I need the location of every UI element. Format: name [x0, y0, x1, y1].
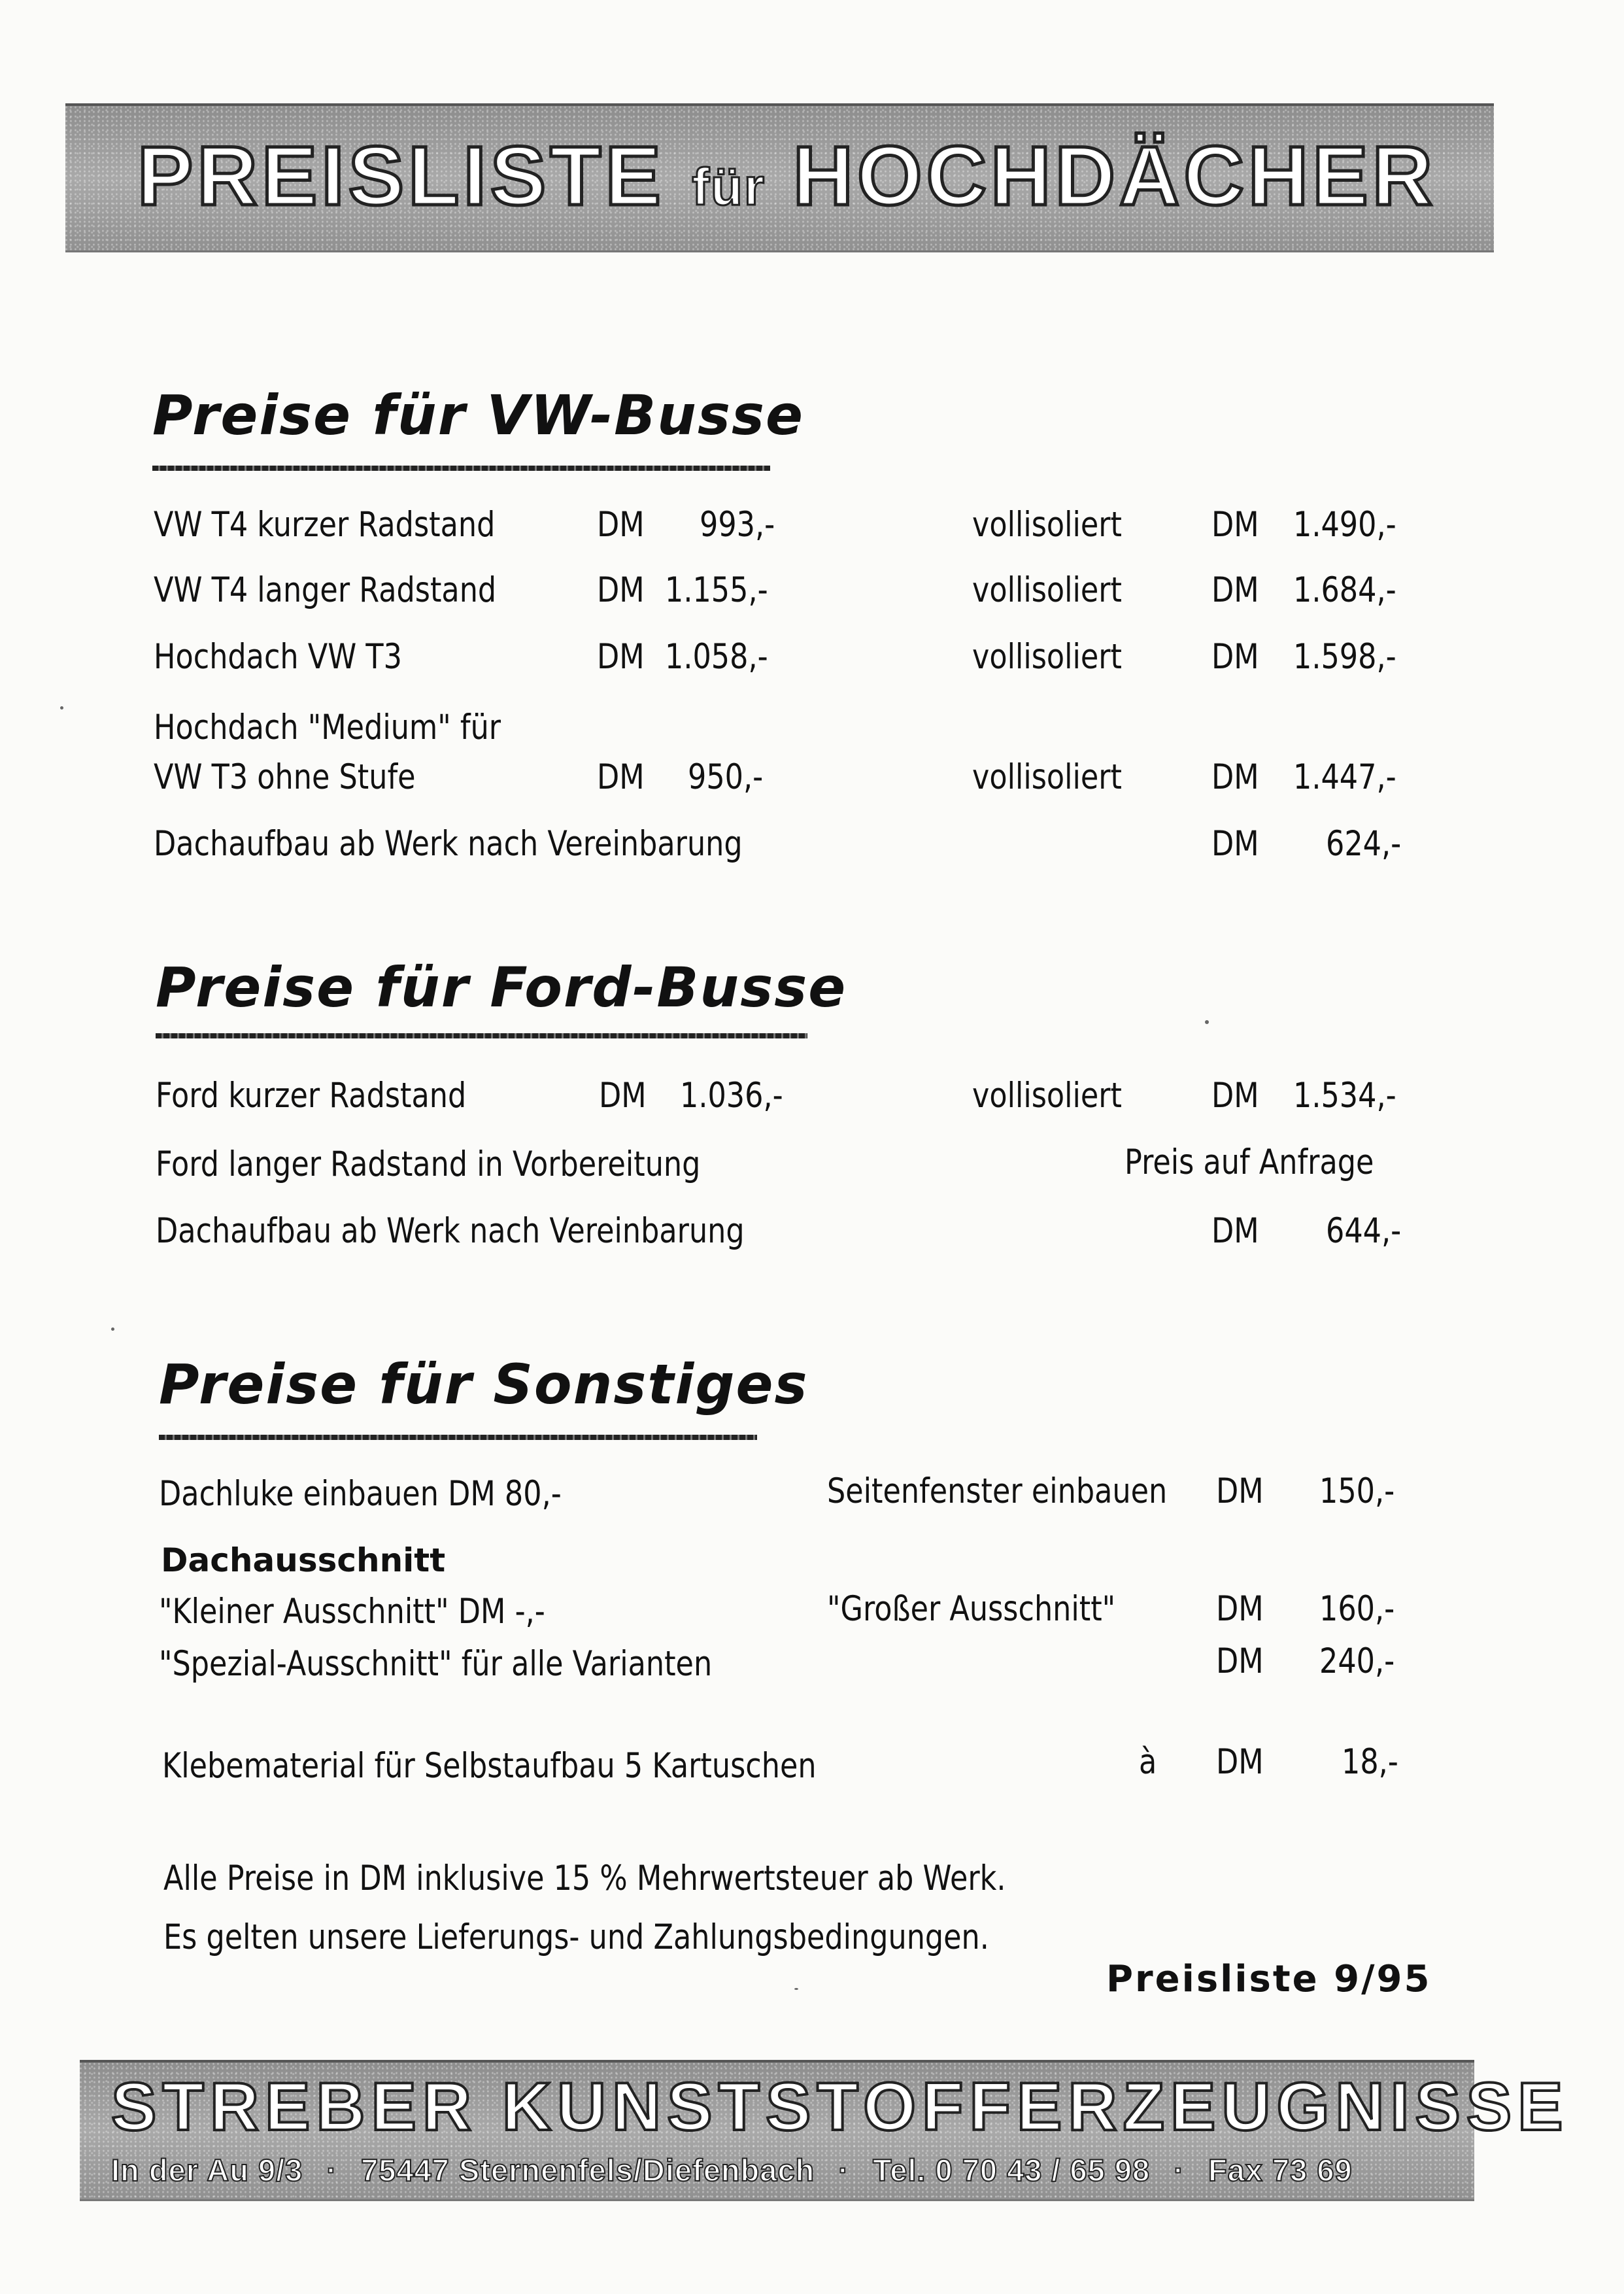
- vw-row-1-label: VW T4 kurzer Radstand: [154, 505, 496, 545]
- title-part2: HOCHDÄCHER: [792, 129, 1437, 223]
- company-fax: Fax 73 69: [1208, 2153, 1353, 2187]
- vw-row-4-label: VW T3 ohne Stufe: [154, 757, 416, 797]
- vw-row-2-option-currency: DM: [1211, 570, 1259, 610]
- scan-speck: [794, 1988, 798, 1990]
- grosser-ausschnitt-currency: DM: [1216, 1589, 1264, 1629]
- scan-speck: [60, 706, 63, 710]
- vw-row-3-option-price: 1.598,-: [1293, 637, 1396, 677]
- separator-dot: ·: [838, 2153, 849, 2187]
- klebematerial-prefix: à: [1139, 1742, 1157, 1782]
- vw-row-3-price: 1.058,-: [665, 637, 768, 677]
- scan-speck: [111, 1327, 114, 1331]
- seitenfenster-label: Seitenfenster einbauen: [827, 1471, 1168, 1511]
- vw-row-4-price: 950,-: [688, 757, 764, 797]
- vw-row-4-label-line1: Hochdach "Medium" für: [154, 708, 501, 747]
- ford-row-1-option-price: 1.534,-: [1293, 1076, 1396, 1116]
- page-title: [137, 124, 1437, 229]
- spezial-ausschnitt-label: "Spezial-Ausschnitt" für alle Varianten: [159, 1644, 713, 1684]
- company-city: 75447 Sternenfels/Diefenbach: [361, 2153, 815, 2187]
- klebematerial-label: Klebematerial für Selbstaufbau 5 Kartuschen: [162, 1746, 817, 1786]
- company-contact: [111, 2151, 1353, 2190]
- sonstiges-section-heading: Preise für Sonstiges: [159, 1352, 809, 1416]
- ford-row-1-option-currency: DM: [1211, 1076, 1259, 1116]
- company-banner: [80, 2060, 1569, 2201]
- title-small: für: [692, 158, 766, 216]
- vw-row-2-option-price: 1.684,-: [1293, 570, 1396, 610]
- sonstiges-heading-rule: [159, 1435, 757, 1440]
- header-banner: [65, 103, 1494, 252]
- vw-row-3-label: Hochdach VW T3: [154, 637, 402, 677]
- ford-row-2-label: Ford langer Radstand in Vorbereitung: [156, 1144, 701, 1184]
- note-line-2: Es gelten unsere Lieferungs- und Zahlungsbedingungen.: [163, 1917, 989, 1957]
- company-name: STREBER KUNSTSTOFFERZEUGNISSE: [111, 2069, 1569, 2145]
- vw-row-2-price: 1.155,-: [665, 570, 768, 610]
- vw-section-heading: Preise für VW-Busse: [152, 383, 804, 447]
- ford-row-3-option-price: 644,-: [1326, 1211, 1402, 1251]
- vw-row-5-label: Dachaufbau ab Werk nach Vereinbarung: [154, 824, 743, 864]
- company-address: In der Au 9/3: [111, 2153, 303, 2187]
- ford-section-heading: Preise für Ford-Busse: [156, 955, 847, 1019]
- dachausschnitt-heading: Dachausschnitt: [161, 1541, 446, 1579]
- vw-row-1-price: 993,-: [700, 505, 775, 545]
- ford-row-3-option-currency: DM: [1211, 1211, 1259, 1251]
- spezial-ausschnitt-currency: DM: [1216, 1641, 1264, 1681]
- vw-row-4-option-price: 1.447,-: [1293, 757, 1396, 797]
- note-line-1: Alle Preise in DM inklusive 15 % Mehrwertsteuer ab Werk.: [163, 1858, 1006, 1898]
- vw-row-5-option-price: 624,-: [1326, 824, 1402, 864]
- vw-heading-rule: [152, 466, 770, 471]
- vw-row-3-option-currency: DM: [1211, 637, 1259, 677]
- separator-dot: ·: [326, 2153, 338, 2187]
- scan-speck: [1205, 1020, 1209, 1024]
- vw-row-2-option: vollisoliert: [972, 570, 1123, 610]
- ford-row-1-price: 1.036,-: [680, 1076, 783, 1116]
- separator-dot: ·: [1174, 2153, 1185, 2187]
- grosser-ausschnitt-label: "Großer Ausschnitt": [827, 1589, 1116, 1629]
- vw-row-3-option: vollisoliert: [972, 637, 1123, 677]
- ford-row-2-option-text: Preis auf Anfrage: [1125, 1142, 1374, 1182]
- version-label: Preisliste 9/95: [1106, 1958, 1432, 2000]
- ford-row-1-label: Ford kurzer Radstand: [156, 1076, 467, 1116]
- vw-row-4-currency: DM: [597, 757, 645, 797]
- vw-row-1-currency: DM: [597, 505, 645, 545]
- vw-row-3-currency: DM: [597, 637, 645, 677]
- kleiner-ausschnitt-text: "Kleiner Ausschnitt" DM -,-: [159, 1592, 545, 1632]
- vw-row-1-option-price: 1.490,-: [1293, 505, 1396, 545]
- seitenfenster-price: 150,-: [1319, 1471, 1395, 1511]
- ford-heading-rule: [156, 1033, 807, 1038]
- grosser-ausschnitt-price: 160,-: [1319, 1589, 1395, 1629]
- dachluke-text: Dachluke einbauen DM 80,-: [159, 1474, 562, 1514]
- vw-row-5-option-currency: DM: [1211, 824, 1259, 864]
- klebematerial-currency: DM: [1216, 1742, 1264, 1782]
- vw-row-1-option-currency: DM: [1211, 505, 1259, 545]
- vw-row-2-currency: DM: [597, 570, 645, 610]
- ford-row-1-currency: DM: [599, 1076, 647, 1116]
- vw-row-4-option-currency: DM: [1211, 757, 1259, 797]
- ford-row-1-option: vollisoliert: [972, 1076, 1123, 1116]
- vw-row-1-option: vollisoliert: [972, 505, 1123, 545]
- spezial-ausschnitt-price: 240,-: [1319, 1641, 1395, 1681]
- seitenfenster-currency: DM: [1216, 1471, 1264, 1511]
- vw-row-2-label: VW T4 langer Radstand: [154, 570, 497, 610]
- vw-row-4-option: vollisoliert: [972, 757, 1123, 797]
- ford-row-3-label: Dachaufbau ab Werk nach Vereinbarung: [156, 1211, 745, 1251]
- company-phone: Tel. 0 70 43 / 65 98: [873, 2153, 1151, 2187]
- klebematerial-price: 18,-: [1342, 1742, 1398, 1782]
- title-part1: PREISLISTE: [137, 129, 665, 223]
